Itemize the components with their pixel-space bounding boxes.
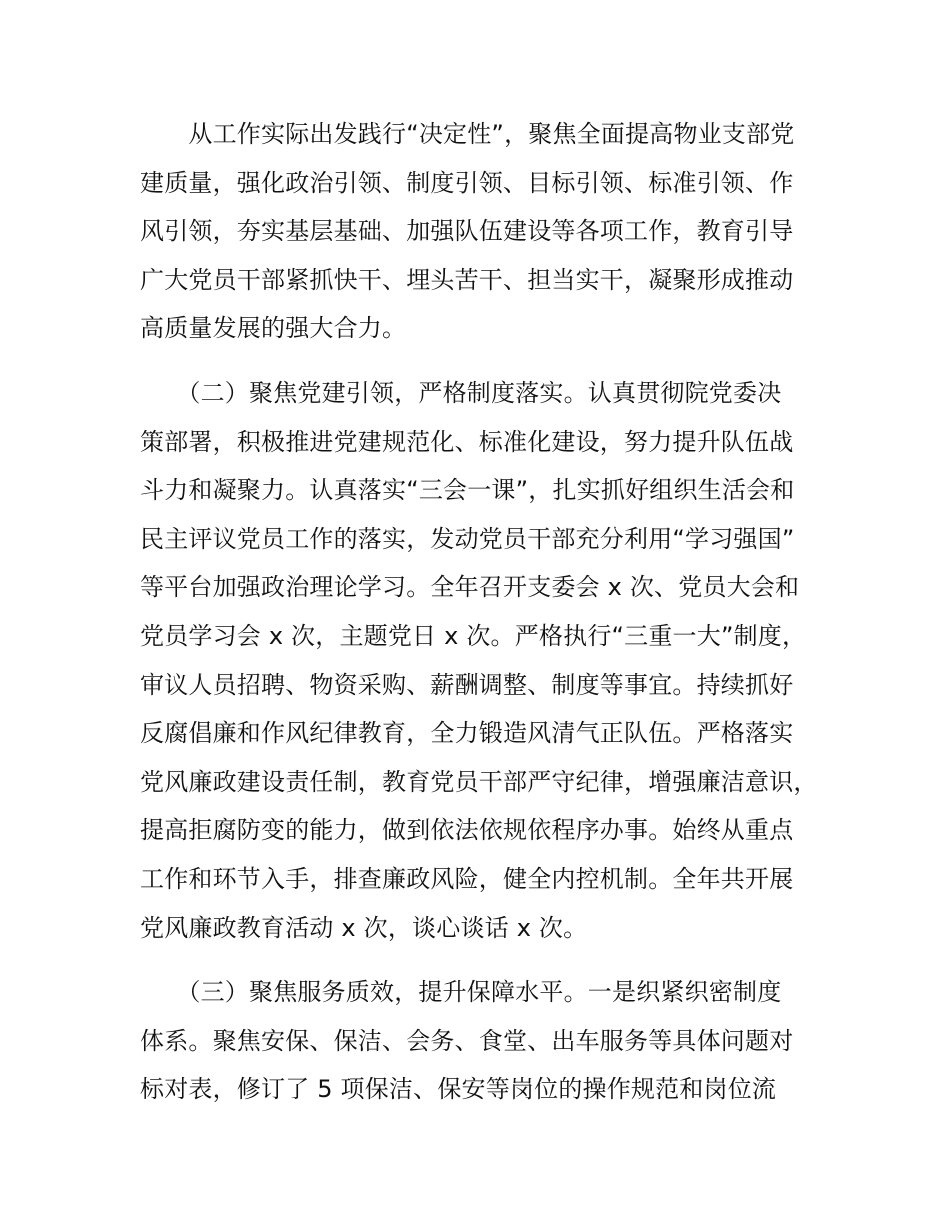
text-line: （三）聚焦服务质效，提升保障水平。一是织紧织密制度 bbox=[140, 978, 782, 1007]
text-line: 等平台加强政治理论学习。全年召开支委会 x 次、党员大会和 bbox=[140, 573, 800, 602]
text-line: 党风廉政建设责任制，教育党员干部严守纪律，增强廉洁意识， bbox=[140, 767, 818, 796]
text-line: 策部署，积极推进党建规范化、标准化建设，努力提升队伍战 bbox=[140, 427, 794, 456]
text-line: 标对表，修订了 5 项保洁、保安等岗位的操作规范和岗位流 bbox=[140, 1075, 777, 1104]
paragraph-gap bbox=[140, 952, 840, 968]
paragraph-gap bbox=[140, 353, 840, 369]
text-line: 建质量，强化政治引领、制度引领、目标引领、标准引领、作 bbox=[140, 168, 794, 197]
text-line: 民主评议党员工作的落实，发动党员干部充分利用“学习强国” bbox=[140, 524, 795, 553]
text-line: 高质量发展的强大合力。 bbox=[140, 314, 407, 343]
paragraph bbox=[140, 369, 840, 952]
paragraph bbox=[140, 110, 840, 353]
text-line: 党员学习会 x 次，主题党日 x 次。严格执行“三重一大”制度， bbox=[140, 621, 807, 650]
paragraph bbox=[140, 968, 840, 1114]
document-body bbox=[140, 110, 840, 1114]
text-line: 风引领，夯实基层基础、加强队伍建设等各项工作，教育引导 bbox=[140, 217, 794, 246]
text-line: 广大党员干部紧抓快干、埋头苦干、担当实干，凝聚形成推动 bbox=[140, 265, 794, 294]
text-line: 党风廉政教育活动 x 次，谈心谈话 x 次。 bbox=[140, 913, 588, 942]
text-line: 提高拒腐防变的能力，做到依法依规依程序办事。始终从重点 bbox=[140, 816, 794, 845]
text-line: （二）聚焦党建引领，严格制度落实。认真贯彻院党委决 bbox=[140, 378, 782, 407]
text-line: 从工作实际出发践行“决定性”，聚焦全面提高物业支部党 bbox=[140, 120, 795, 148]
text-line: 审议人员招聘、物资采购、薪酬调整、制度等事宜。持续抓好 bbox=[140, 670, 794, 699]
text-line: 体系。聚焦安保、保洁、会务、食堂、出车服务等具体问题对 bbox=[140, 1026, 794, 1055]
text-line: 斗力和凝聚力。认真落实“三会一课”，扎实抓好组织生活会和 bbox=[140, 476, 795, 505]
text-line: 反腐倡廉和作风纪律教育，全力锻造风清气正队伍。严格落实 bbox=[140, 719, 794, 748]
text-line: 工作和环节入手，排查廉政风险，健全内控机制。全年共开展 bbox=[140, 864, 794, 893]
